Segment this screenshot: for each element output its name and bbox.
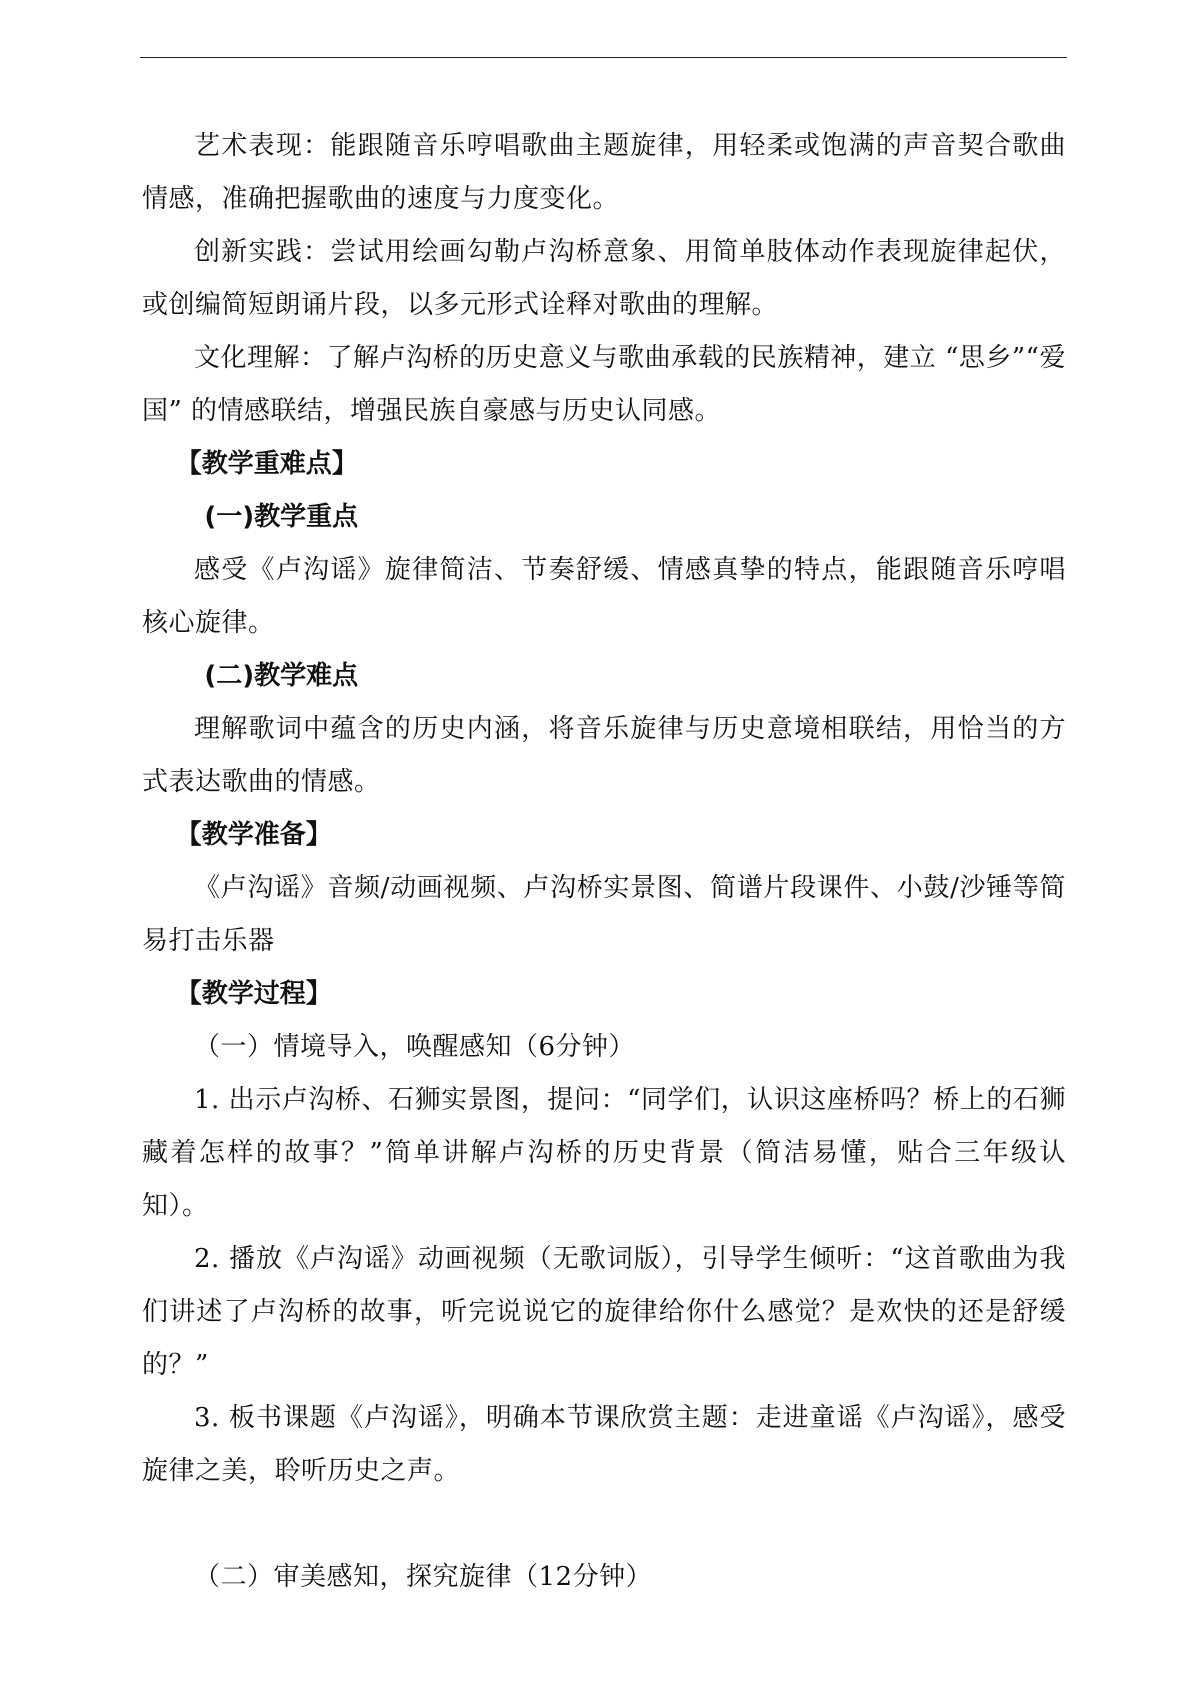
blank-line bbox=[142, 1498, 1066, 1551]
paragraph-preparation: 《卢沟谣》音频/动画视频、卢沟桥实景图、简谱片段课件、小鼓/沙锤等简易打击乐器 bbox=[142, 873, 1066, 956]
process-step-2: 2. 播放《卢沟谣》动画视频（无歌词版），引导学生倾听：“这首歌曲为我们讲述了卢沟桥的故事，听完说说它的旋律给你什么感觉？是欢快的还是舒缓的？” bbox=[142, 1244, 1066, 1380]
subheading-focus: (一)教学重点 bbox=[204, 502, 359, 532]
document-body bbox=[142, 120, 1066, 1604]
process-step-3: 3. 板书课题《卢沟谣》，明确本节课欣赏主题：走进童谣《卢沟谣》，感受旋律之美，聆听历史之声。 bbox=[142, 1403, 1066, 1486]
paragraph-focus: 感受《卢沟谣》旋律简洁、节奏舒缓、情感真挚的特点，能跟随音乐哼唱核心旋律。 bbox=[142, 555, 1066, 638]
paragraph-art-expression: 艺术表现：能跟随音乐哼唱歌曲主题旋律，用轻柔或饱满的声音契合歌曲情感，准确把握歌曲的速度与力度变化。 bbox=[142, 131, 1066, 214]
process-step-1: 1. 出示卢沟桥、石狮实景图，提问：“同学们，认识这座桥吗？桥上的石狮藏着怎样的故事？”简单讲解卢沟桥的历史背景（简洁易懂，贴合三年级认知）。 bbox=[142, 1085, 1066, 1221]
paragraph-difficulty: 理解歌词中蕴含的历史内涵，将音乐旋律与历史意境相联结，用恰当的方式表达歌曲的情感。 bbox=[142, 714, 1066, 797]
header-rule bbox=[140, 57, 1067, 58]
heading-key-points: 【教学重难点】 bbox=[175, 449, 358, 479]
heading-process: 【教学过程】 bbox=[175, 979, 332, 1009]
section-title-intro: （一）情境导入，唤醒感知（6分钟） bbox=[194, 1032, 636, 1062]
paragraph-creative-practice: 创新实践：尝试用绘画勾勒卢沟桥意象、用简单肢体动作表现旋律起伏，或创编简短朗诵片段，以多元形式诠释对歌曲的理解。 bbox=[142, 237, 1066, 320]
section-title-perception: （二）审美感知，探究旋律（12分钟） bbox=[194, 1562, 653, 1592]
heading-preparation: 【教学准备】 bbox=[175, 820, 332, 850]
paragraph-cultural-understanding: 文化理解：了解卢沟桥的历史意义与歌曲承载的民族精神，建立 “思乡”“爱国” 的情感联结，增强民族自豪感与历史认同感。 bbox=[142, 343, 1066, 426]
subheading-difficulty: (二)教学难点 bbox=[204, 661, 359, 691]
